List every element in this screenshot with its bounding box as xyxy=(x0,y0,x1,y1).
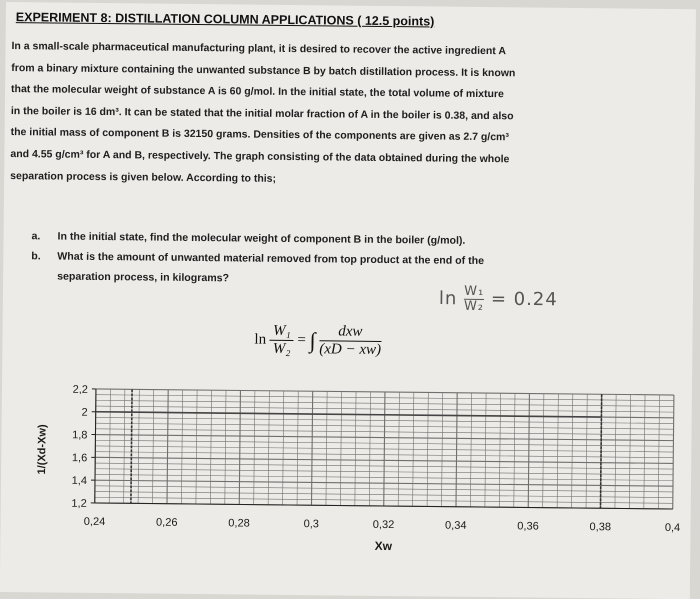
question-label: b. xyxy=(31,246,41,266)
formula-lhs-denominator: W₂ xyxy=(270,341,294,358)
paragraph-line: separation process is given below. According to this; xyxy=(10,166,620,194)
chart xyxy=(0,374,692,581)
paragraph-line: in the boiler is 16 dm³. It can be stated that the initial molar fraction of A in the boiler is 0.38, and also xyxy=(11,101,621,129)
formula-lhs-fraction xyxy=(270,323,294,358)
paragraph-line: that the molecular weight of substance A is 60 g/mol. In the initial state, the total volume of mixture xyxy=(11,79,621,107)
question-text: What is the amount of unwanted material removed from top product at the end of the xyxy=(57,251,484,267)
x-tick-label: 0,4 xyxy=(665,522,680,534)
handwritten-denominator: W₂ xyxy=(464,300,484,314)
x-tick-label: 0,26 xyxy=(156,517,178,529)
handwritten-numerator: W₁ xyxy=(464,285,484,300)
x-tick-label: 0,32 xyxy=(373,519,395,531)
question-label: a. xyxy=(31,226,40,246)
rayleigh-equation xyxy=(254,323,381,359)
question-b xyxy=(31,246,651,292)
x-axis-label: Xw xyxy=(375,539,393,553)
formula-rhs-denominator: (xD − xw) xyxy=(319,341,381,359)
page-title: EXPERIMENT 8: DISTILLATION COLUMN APPLICATIONS ( 12.5 points) xyxy=(16,10,435,28)
x-tick-label: 0,38 xyxy=(590,521,612,533)
question-list xyxy=(31,226,652,292)
handwritten-fraction xyxy=(464,285,484,314)
formula-lhs-numerator: W₁ xyxy=(270,323,294,341)
handwritten-ln: ln xyxy=(439,288,458,309)
worksheet xyxy=(0,2,696,599)
paragraph-line: from a binary mixture containing the unwanted substance B by batch distillation process. It is known xyxy=(11,58,621,86)
y-tick-label: 1,6 xyxy=(72,452,87,464)
x-tick-label: 0,28 xyxy=(228,517,250,529)
integral-icon: ∫ xyxy=(309,328,315,353)
question-text: separation process, in kilograms? xyxy=(57,271,229,285)
y-tick-label: 2 xyxy=(82,407,88,419)
series-line xyxy=(96,412,602,417)
formula-equals: = xyxy=(297,332,306,348)
chart-series xyxy=(96,412,602,417)
handwritten-note xyxy=(439,285,558,315)
y-axis-label: 1/(Xd-Xw) xyxy=(36,424,49,475)
paragraph-line: and 4.55 g/cm³ for A and B, respectively. The graph consisting of the data obtained during the whole xyxy=(10,144,620,172)
paragraph-line: the initial mass of component B is 32150 grams. Densities of the components are given as 2.7 g/cm³ xyxy=(11,122,621,150)
question-text: In the initial state, find the molecular weight of component B in the boiler (g/mol). xyxy=(57,231,465,247)
y-tick-label: 1,4 xyxy=(72,475,87,487)
formula-rhs-fraction xyxy=(319,323,381,359)
problem-statement xyxy=(10,36,622,194)
y-tick-label: 1,2 xyxy=(71,498,86,510)
y-tick-label: 2,2 xyxy=(73,384,88,396)
y-tick-label: 1,8 xyxy=(72,429,87,441)
handwritten-value: = 0.24 xyxy=(491,289,558,311)
x-tick-label: 0,34 xyxy=(445,520,467,532)
paragraph-line: In a small-scale pharmaceutical manufacturing plant, it is desired to recover the active ingredient A xyxy=(11,36,621,64)
formula-ln: ln xyxy=(254,332,266,348)
chart-ticks xyxy=(71,384,681,534)
x-tick-label: 0,36 xyxy=(517,520,539,532)
chart-grid xyxy=(95,389,674,509)
x-tick-label: 0,3 xyxy=(304,518,319,530)
x-tick-label: 0,24 xyxy=(84,516,106,528)
formula-rhs-numerator: dxw xyxy=(319,323,381,342)
